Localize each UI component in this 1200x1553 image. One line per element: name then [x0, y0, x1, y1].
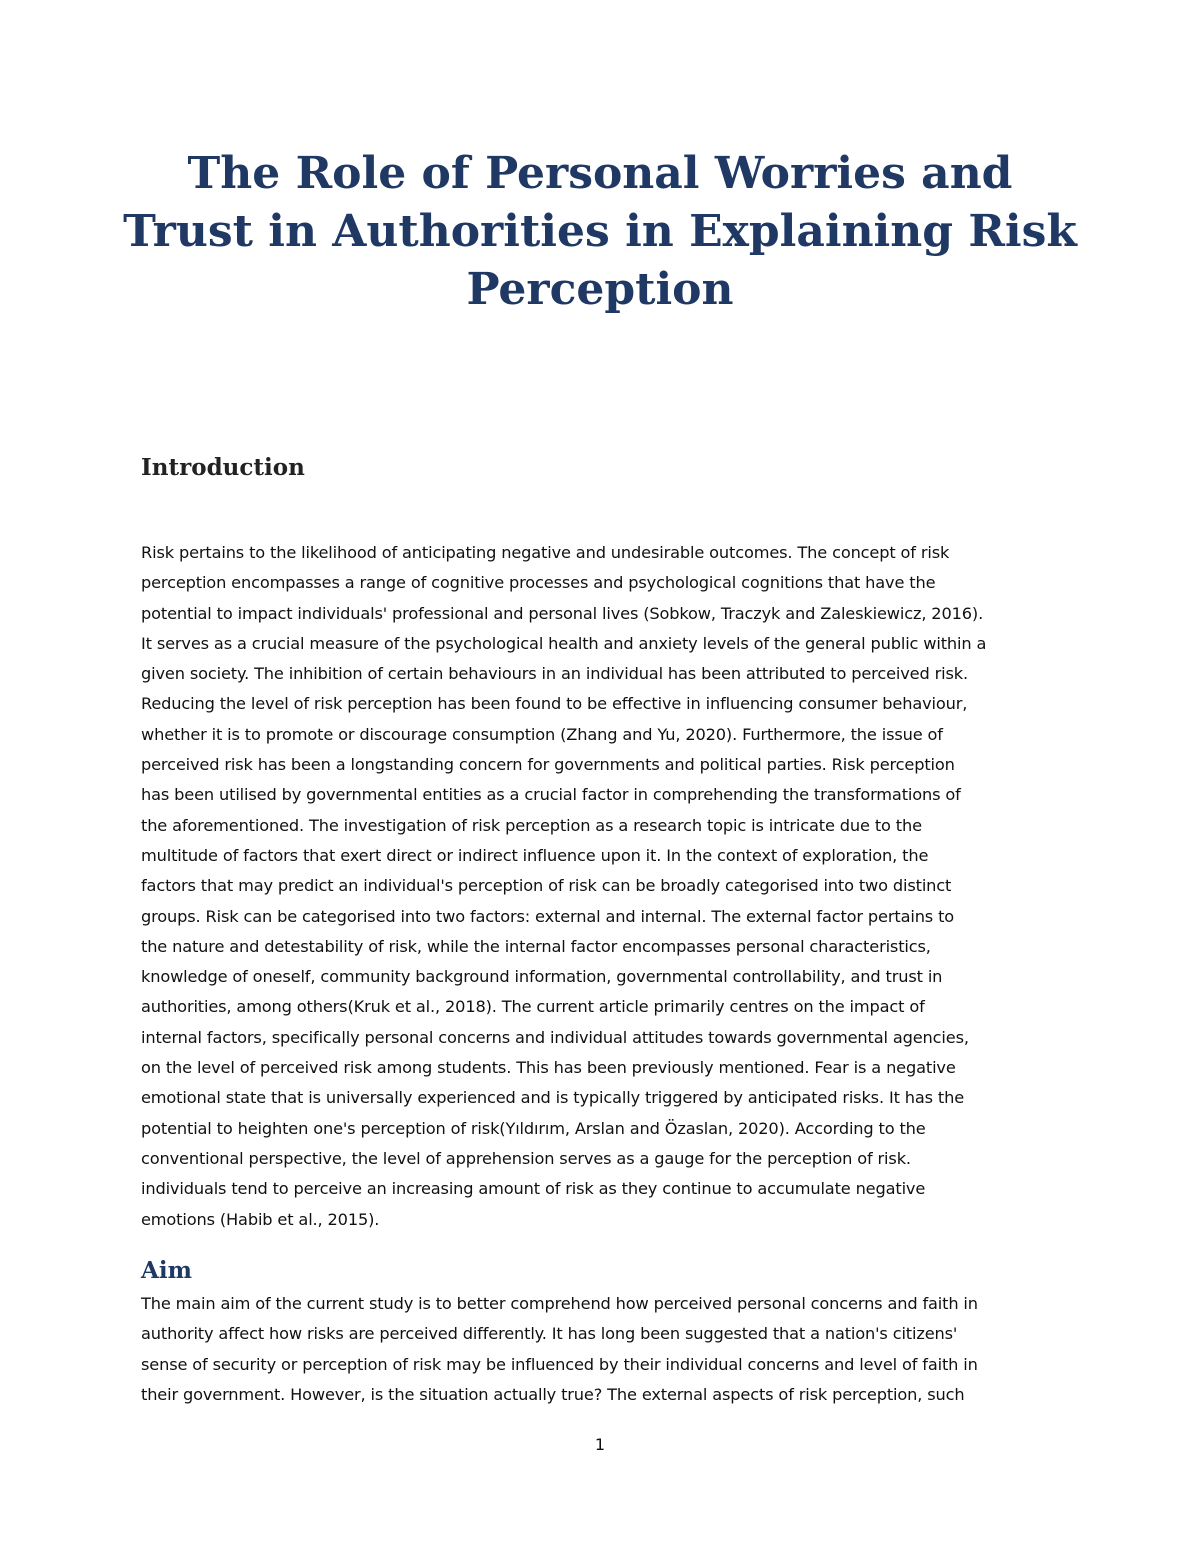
- text-line: potential to impact individuals' professional and personal lives (Sobkow, Traczyk and Zaleskiewicz, 2016).: [141, 603, 984, 623]
- text-line: factors that may predict an individual's perception of risk can be broadly categorised into two distinct: [141, 876, 952, 896]
- text-line: Reducing the level of risk perception has been found to be effective in influencing consumer behaviour,: [141, 694, 968, 714]
- text-line: on the level of perceived risk among students. This has been previously mentioned. Fear is a negative: [141, 1058, 956, 1078]
- aim-paragraph: [141, 1289, 1066, 1410]
- text-line: individuals tend to perceive an increasing amount of risk as they continue to accumulate negative: [141, 1179, 926, 1199]
- aim-heading: Aim: [141, 1257, 192, 1284]
- document-title: [120, 145, 1080, 319]
- text-line: It serves as a crucial measure of the psychological health and anxiety levels of the general public within a: [141, 633, 987, 653]
- text-line: whether it is to promote or discourage consumption (Zhang and Yu, 2020). Furthermore, the issue of: [141, 724, 943, 744]
- text-line: emotions (Habib et al., 2015).: [141, 1209, 380, 1229]
- text-line: groups. Risk can be categorised into two factors: external and internal. The external factor pertains to: [141, 906, 955, 926]
- text-line: given society. The inhibition of certain behaviours in an individual has been attributed to perceived risk.: [141, 664, 968, 684]
- text-line: emotional state that is universally experienced and is typically triggered by anticipated risks. It has the: [141, 1088, 965, 1108]
- text-line: knowledge of oneself, community background information, governmental controllability, and trust in: [141, 967, 943, 987]
- text-line: multitude of factors that exert direct or indirect influence upon it. In the context of exploration, the: [141, 845, 929, 865]
- text-line: conventional perspective, the level of apprehension serves as a gauge for the perception of risk.: [141, 1148, 911, 1168]
- text-line: The main aim of the current study is to better comprehend how perceived personal concerns and faith in: [141, 1294, 978, 1313]
- text-line: authority affect how risks are perceived differently. It has long been suggested that a nation's citizens': [141, 1324, 958, 1344]
- text-line: sense of security or perception of risk may be influenced by their individual concerns and level of faith in: [141, 1354, 978, 1374]
- text-line: the aforementioned. The investigation of risk perception as a research topic is intricate due to the: [141, 815, 922, 835]
- text-line: Risk pertains to the likelihood of anticipating negative and undesirable outcomes. The concept of risk: [141, 543, 950, 562]
- text-line: has been utilised by governmental entities as a crucial factor in comprehending the transformations of: [141, 785, 961, 805]
- text-line: internal factors, specifically personal concerns and individual attitudes towards governmental agencies,: [141, 1027, 969, 1047]
- text-line: perception encompasses a range of cognitive processes and psychological cognitions that have the: [141, 573, 936, 593]
- title-line: Trust in Authorities in Explaining Risk: [123, 206, 1077, 257]
- text-line: the nature and detestability of risk, while the internal factor encompasses personal characteristics,: [141, 936, 931, 956]
- title-line: The Role of Personal Worries and: [187, 148, 1013, 199]
- title-line: Perception: [466, 264, 734, 315]
- introduction-paragraph: [141, 538, 1066, 1235]
- page-number: 1: [594, 1435, 606, 1454]
- text-line: authorities, among others(Kruk et al., 2018). The current article primarily centres on the impact of: [141, 997, 925, 1017]
- text-line: their government. However, is the situation actually true? The external aspects of risk perception, such: [141, 1384, 965, 1404]
- introduction-heading: Introduction: [141, 454, 305, 481]
- text-line: potential to heighten one's perception of risk(Yıldırım, Arslan and Özaslan, 2020). According to the: [141, 1118, 926, 1138]
- text-line: perceived risk has been a longstanding concern for governments and political parties. Risk perception: [141, 755, 955, 775]
